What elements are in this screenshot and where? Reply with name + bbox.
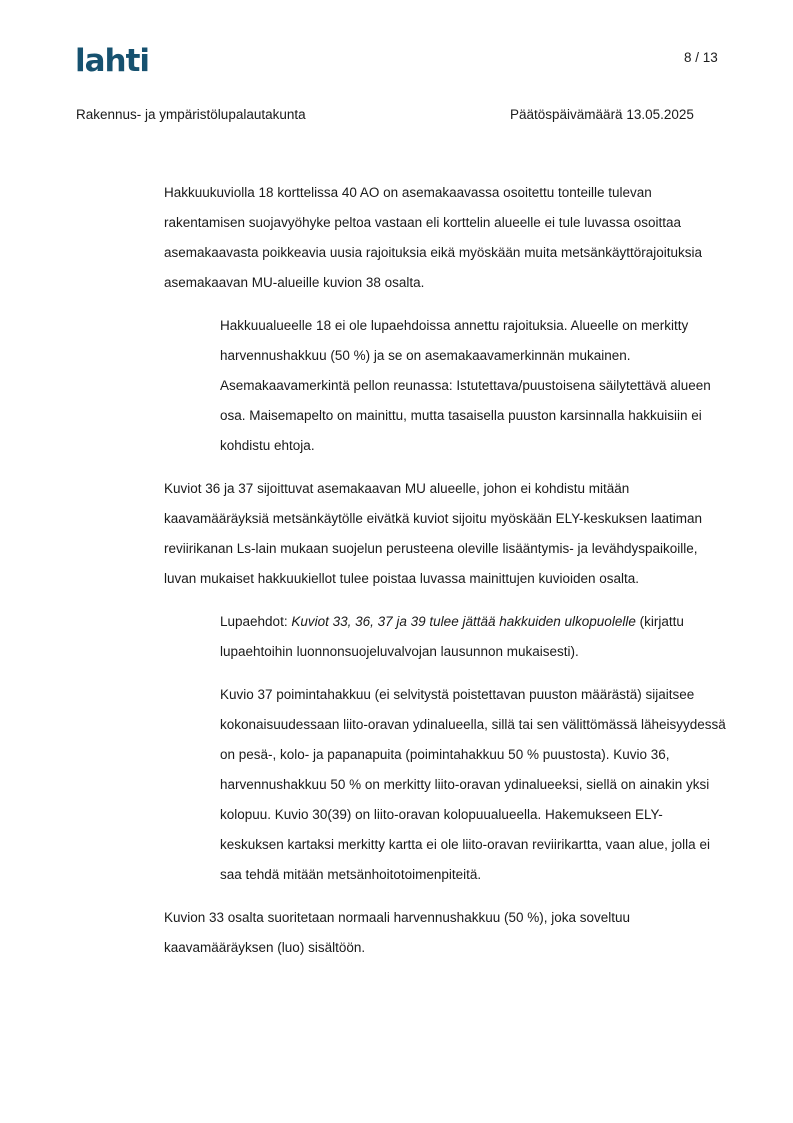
lahti-logo: lahti [75,43,150,79]
committee-name: Rakennus- ja ympäristölupalautakunta [76,107,306,122]
document-body [164,178,726,976]
paragraph-hakkuualue-18: Hakkuualueelle 18 ei ole lupaehdoissa annettu rajoituksia. Alueelle on merkitty harvennushakkuu (50 %) ja se on asemakaavamerkinnän mukainen. Asemakaavamerkintä pellon reunassa: Istutettava/puustoisena säilytettävä alueen osa. Maisemapelto on mainittu, mutta tasaisella puuston karsinnalla hakkuisiin ei kohdistu ehtoja. [220,318,711,453]
lupaehdot-condition: Kuviot 33, 36, 37 ja 39 tulee jättää hakkuiden ulkopuolelle [291,614,636,629]
lupaehdot-note: (kirjattu lupaehtoihin luonnonsuojeluvalvojan lausunnon mukaisesti). [220,614,684,659]
paragraph-kuvio-37: Kuvio 37 poimintahakkuu (ei selvitystä poistettavan puuston määrästä) sijaitsee kokonaisuudessaan liito-oravan ydinalueella, sillä tai sen välittömässä läheisyydessä on pesä-, kolo- ja papanapuita (poimintahakkuu 50 % puustosta). Kuvio 36, harvennushakkuu 50 % on merkitty liito-oravan ydinalueeksi, siellä on ainakin yksi kolopuu. Kuvio 30(39) on liito-oravan kolopuualueella. Hakemukseen ELY-keskuksen kartaksi merkitty kartta ei ole liito-oravan reviirikartta, vaan alue, jolla ei saa tehdä mitään metsänhoitotoimenpiteitä. [220,687,726,882]
paragraph-lupaehdot [220,607,726,667]
decision-date: Päätöspäivämäärä 13.05.2025 [510,107,694,122]
paragraph-kuviot-36-37: Kuviot 36 ja 37 sijoittuvat asemakaavan MU alueelle, johon ei kohdistu mitään kaavamääräyksiä metsänkäytölle eivätkä kuviot sijoitu myöskään ELY-keskuksen laatiman reviirikanan Ls-lain mukaan suojelun perusteena oleville lisääntymis- ja levähdyspaikoille, luvan mukaiset hakkuukiellot tulee poistaa luvassa mainittujen kuvioiden osalta. [164,481,703,586]
page-number: 8 / 13 [684,50,718,65]
paragraph-kuvio-33: Kuvion 33 osalta suoritetaan normaali harvennushakkuu (50 %), joka soveltuu kaavamääräyksen (luo) sisältöön. [164,910,631,955]
lupaehdot-label: Lupaehdot: [220,614,292,629]
paragraph-kuvio-18-asemakaava: Hakkuukuviolla 18 korttelissa 40 AO on asemakaavassa osoitettu tonteille tulevan rakentamisen suojavyöhyke peltoa vastaan eli korttelin alueelle ei tule luvassa osoittaa asemakaavasta poikkeavia uusia rajoituksia eikä myöskään muita metsänkäyttörajoituksia asemakaavan MU-alueille kuvion 38 osalta. [164,185,703,290]
